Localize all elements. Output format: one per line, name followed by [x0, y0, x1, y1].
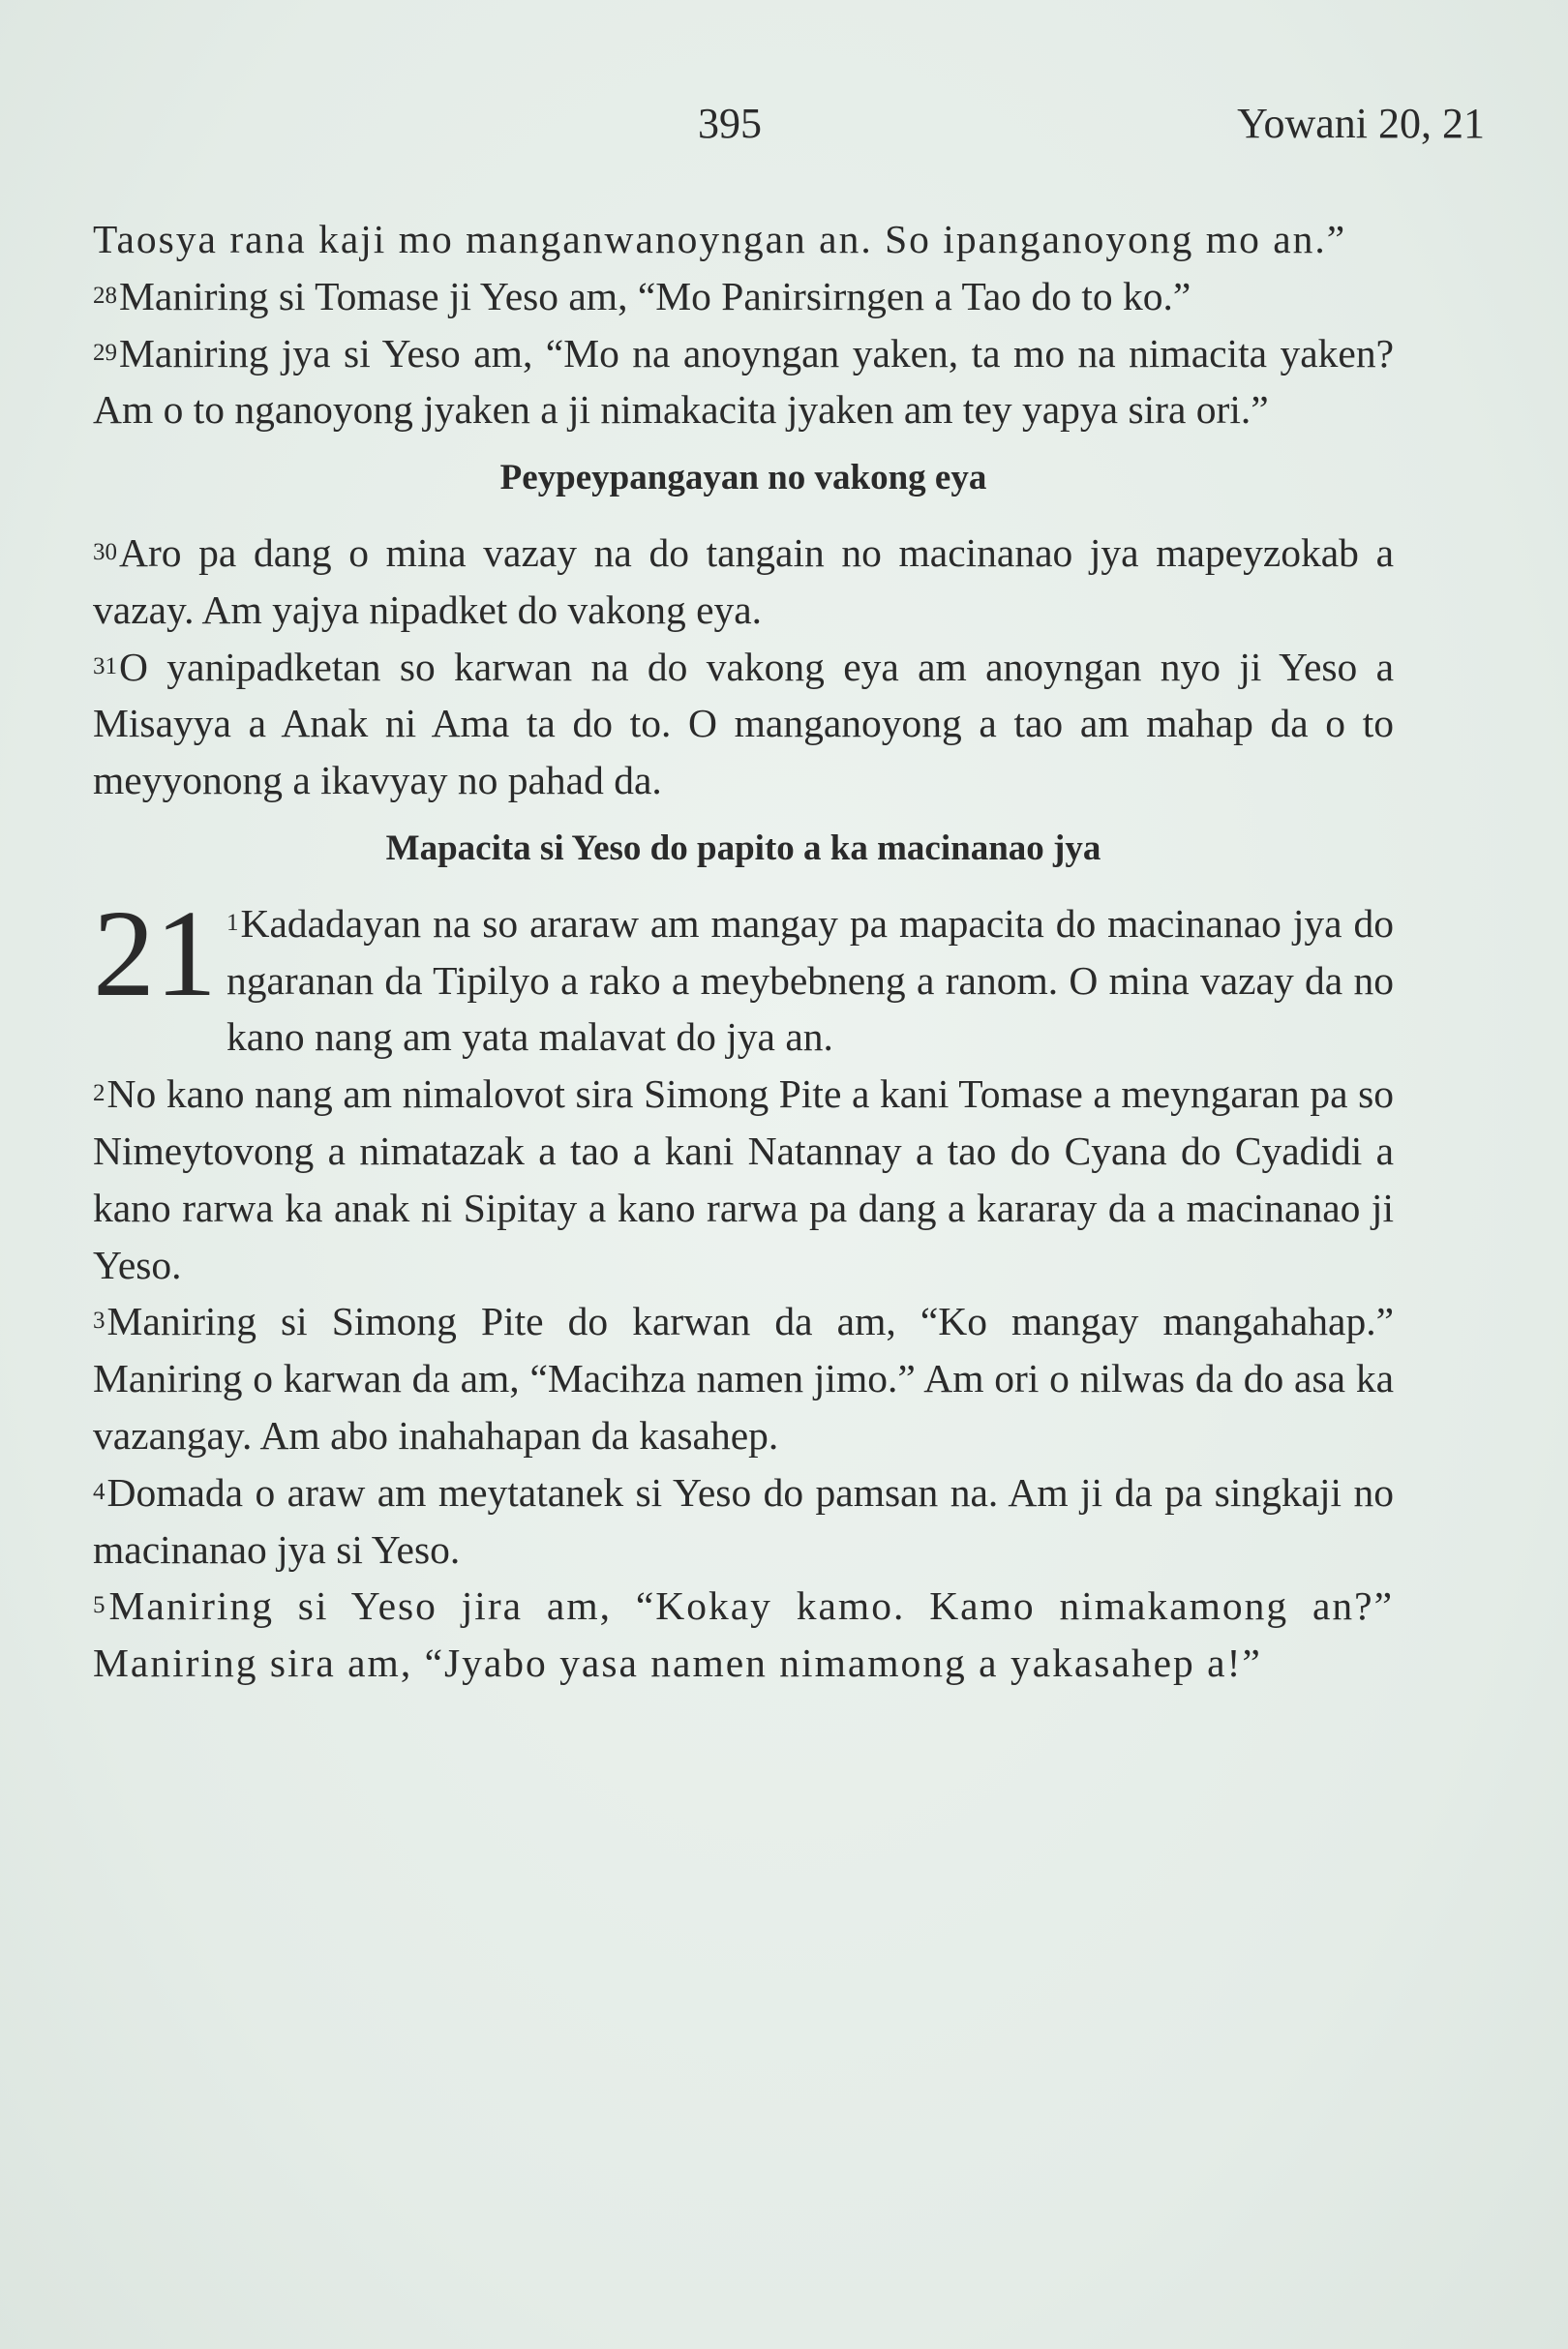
- verse-text: Domada o araw am meytatanek si Yeso do pamsan na. Am ji da pa singkaji no macinanao jya si Yeso.: [93, 1469, 1394, 1572]
- verse-text: Maniring si Simong Pite do karwan da am, “Ko mangay mangahahap.” Maniring o karwan da am, “Macihza namen jimo.” Am ori o nilwas da do asa ka vazangay. Am abo inahahapan da kasahep.: [93, 1299, 1394, 1458]
- section-heading: Peypeypangayan no vakong eya: [499, 458, 987, 498]
- verse-number: 28: [93, 282, 117, 309]
- verse-3: [93, 1293, 1394, 1463]
- verse-28: [93, 268, 1394, 325]
- verse-29: [93, 325, 1394, 439]
- verse-1: [93, 884, 1394, 1066]
- verse-number: 29: [93, 339, 117, 366]
- verse-text: Maniring si Tomase ji Yeso am, “Mo Panirsirngen a Tao do to ko.”: [119, 273, 1191, 318]
- verse-text: No kano nang am nimalovot sira Simong Pite a kani Tomase a meyngaran pa so Nimeytovong a nimatazak a tao a kani Natannay a tao do Cyana do Cyadidi a kano rarwa ka anak ni Sipitay a kano rarwa pa dang a kararay da a macinanao ji Yeso.: [93, 1071, 1394, 1287]
- running-head: Yowani 20, 21: [1237, 100, 1485, 147]
- page-header: [93, 95, 1485, 153]
- verse-number: 30: [93, 538, 117, 565]
- paragraph-continued: [93, 211, 1394, 268]
- scripture-text: [93, 211, 1394, 1692]
- verse-31: [93, 639, 1394, 809]
- verse-number: 3: [93, 1308, 106, 1335]
- verse-text: O yanipadketan so karwan na do vakong eya am anoyngan nyo ji Yeso a Misayya a Anak ni Ama ta do to. O manganoyong a tao am mahap da o to meyyonong a ikavyay no pahad da.: [93, 644, 1394, 803]
- verse-number: 4: [93, 1478, 106, 1505]
- verse-4: [93, 1464, 1394, 1579]
- verse-number: 1: [226, 909, 239, 936]
- verse-text: Maniring si Yeso jira am, “Kokay kamo. Kamo nimakamong an?” Maniring sira am, “Jyabo yasa namen nimamong a yakasahep a!”: [93, 1583, 1394, 1686]
- verse-number: 5: [93, 1592, 107, 1619]
- verse-number: 31: [93, 652, 117, 679]
- verse-text: Kadadayan na so araraw am mangay pa mapacita do macinanao jya do ngaranan da Tipilyo a rako a meybebneng a ranom. O mina vazay da no kano nang am yata malavat do jya an.: [226, 900, 1394, 1060]
- verse-text: Maniring jya si Yeso am, “Mo na anoyngan yaken, ta mo na nimacita yaken? Am o to nganoyong jyaken a ji nimakacita jyaken am tey yapya sira ori.”: [93, 330, 1394, 433]
- chapter-number: 21: [93, 884, 217, 1022]
- verse-text: Aro pa dang o mina vazay na do tangain no macinanao jya mapeyzokab a vazay. Am yajya nipadket do vakong eya.: [93, 529, 1394, 632]
- section-heading: Mapacita si Yeso do papito a ka macinanao jya: [385, 828, 1101, 868]
- verse-30: [93, 525, 1394, 639]
- paragraph-text: Taosya rana kaji mo manganwanoyngan an. So ipanganoyong mo an.”: [93, 217, 1347, 261]
- verse-number: 2: [93, 1080, 106, 1107]
- verse-2: [93, 1066, 1394, 1293]
- page-number: 395: [698, 100, 762, 147]
- verse-5: [93, 1578, 1394, 1692]
